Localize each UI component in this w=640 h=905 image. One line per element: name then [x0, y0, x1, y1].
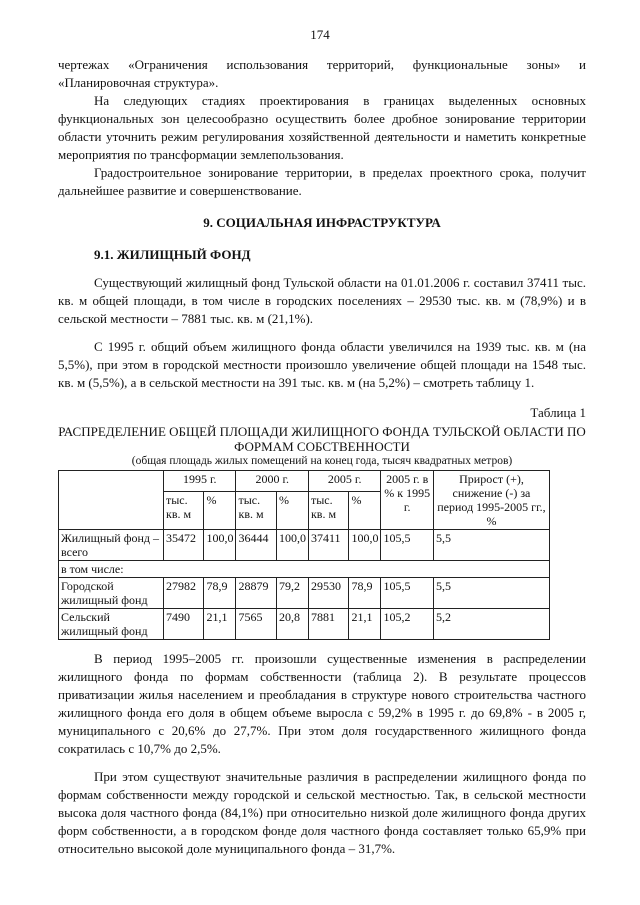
paragraph: С 1995 г. общий объем жилищного фонда области увеличился на 1939 тыс. кв. м (на 5,5%), при этом в городской местности произошло увеличение общей площади на 1548 тыс. кв. м (5,5%), а в сельской местности на 391 тыс. кв. м (на 5,2%) – смотреть таблицу 1.: [58, 339, 586, 390]
table-row: [59, 530, 550, 561]
table-cell: 28879: [236, 578, 276, 609]
table-cell: 5,5: [433, 530, 549, 561]
table-cell: 35472: [164, 530, 204, 561]
table-cell: 37411: [308, 530, 348, 561]
table-header-cell: тыс. кв. м: [236, 491, 276, 529]
table-header-cell: %: [276, 491, 308, 529]
table-cell: 105,5: [381, 530, 433, 561]
page-number: 174: [310, 27, 330, 42]
table-cell: 7881: [308, 609, 348, 640]
table-cell: 78,9: [204, 578, 236, 609]
table-header-cell: 2005 г. в % к 1995 г.: [381, 471, 433, 530]
subsection-title: 9.1. ЖИЛИЩНЫЙ ФОНД: [94, 247, 251, 262]
paragraph: При этом существуют значительные различия в распределении жилищного фонда по формам собственности между городской и сельской местностью. Так, в сельской местности высока доля частного фонда (84,1%) при относительно низкой доле жилищного фонда других форм собственности, а в городском фонде доля частного фонда составляет только 65,9% при относительно высокой доле муниципального фонда – 31,7%.: [58, 769, 586, 856]
table-cell: 7565: [236, 609, 276, 640]
table-header-cell: %: [349, 491, 381, 529]
paragraph: Существующий жилищный фонд Тульской области на 01.01.2006 г. составил 37411 тыс. кв. м общей площади, в том числе в городских поселениях – 29530 тыс. кв. м (78,9%) и в сельской местности – 7881 тыс. кв. м (21,1%).: [58, 275, 586, 326]
table-cell: 27982: [164, 578, 204, 609]
table-row: [59, 609, 550, 640]
table-label: Таблица 1: [530, 405, 586, 420]
table-cell: 100,0: [276, 530, 308, 561]
table-cell: 21,1: [204, 609, 236, 640]
table-cell: 21,1: [349, 609, 381, 640]
document-body: [58, 56, 586, 858]
table-row: [59, 578, 550, 609]
table-cell: 105,5: [381, 578, 433, 609]
table-cell: 20,8: [276, 609, 308, 640]
table-cell: 78,9: [349, 578, 381, 609]
table-cell: 36444: [236, 530, 276, 561]
table-header-cell: 2005 г.: [308, 471, 380, 492]
table-header-row: [59, 471, 550, 492]
table-title: РАСПРЕДЕЛЕНИЕ ОБЩЕЙ ПЛОЩАДИ ЖИЛИЩНОГО ФОНДА ТУЛЬСКОЙ ОБЛАСТИ ПО ФОРМАМ СОБСТВЕННОСТИ: [58, 424, 586, 454]
table-cell: 79,2: [276, 578, 308, 609]
table-cell: Жилищный фонд – всего: [59, 530, 164, 561]
table-cell: 105,2: [381, 609, 433, 640]
table-header-cell: Прирост (+), снижение (-) за период 1995-2005 гг., %: [433, 471, 549, 530]
table-cell: 7490: [164, 609, 204, 640]
table-cell: 29530: [308, 578, 348, 609]
table-cell: в том числе:: [59, 561, 550, 578]
housing-table: [58, 470, 550, 640]
table-header-cell: 1995 г.: [164, 471, 236, 492]
table-header-cell: 2000 г.: [236, 471, 308, 492]
paragraph: На следующих стадиях проектирования в границах выделенных основных функциональных зон целесообразно осуществить более дробное зонирование территории области уточнить режим регулирования хозяйственной деятельности и наметить конкретные мероприятия по трансформации землепользования.: [58, 93, 586, 162]
table-header-cell: тыс. кв. м: [308, 491, 348, 529]
table-cell: Сельский жилищный фонд: [59, 609, 164, 640]
table-header-cell: %: [204, 491, 236, 529]
section-title: 9. СОЦИАЛЬНАЯ ИНФРАСТРУКТУРА: [203, 215, 441, 230]
table-cell: 100,0: [349, 530, 381, 561]
table-subtitle: (общая площадь жилых помещений на конец года, тысяч квадратных метров): [131, 455, 513, 467]
table-cell: 5,2: [433, 609, 549, 640]
paragraph: чертежах «Ограничения использования территорий, функциональные зоны» и «Планировочная структура».: [58, 57, 586, 90]
table-header-cell: [59, 471, 164, 530]
table-row: [59, 561, 550, 578]
table-header-cell: тыс. кв. м: [164, 491, 204, 529]
table-cell: Городской жилищный фонд: [59, 578, 164, 609]
paragraph: Градостроительное зонирование территории, в пределах проектного срока, получит дальнейшее развитие и совершенствование.: [58, 165, 586, 198]
paragraph: В период 1995–2005 гг. произошли существенные изменения в распределении жилищного фонда по формам собственности (таблица 2). В результате процессов приватизации жилья населением и преобладания в структуре нового строительства частного жилищного фонда его доля в общем объеме выросла с 59,2% в 1995 г. до 69,8% - в 2005 г, муниципального с 20,6% до 27,7%. При этом доля государственного жилищного фонда сократилась с 10,7% до 2,5%.: [58, 651, 586, 756]
table-cell: 100,0: [204, 530, 236, 561]
table-cell: 5,5: [433, 578, 549, 609]
